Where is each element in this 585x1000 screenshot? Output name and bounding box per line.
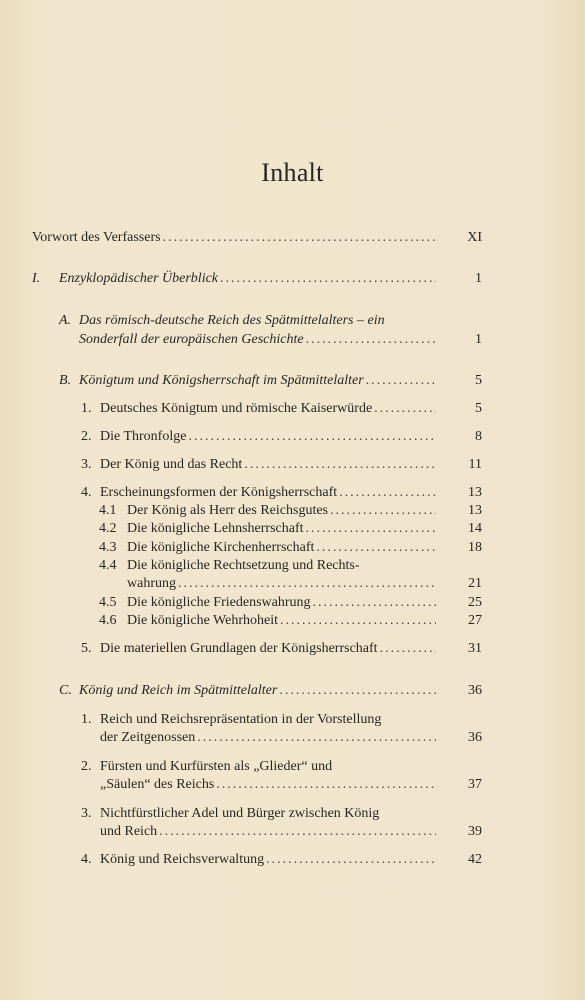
toc-page-number: 1 (475, 271, 482, 286)
toc-entry-label: und Reich (100, 824, 158, 839)
toc-section-number: 3. (81, 457, 92, 472)
leader-dots (279, 682, 436, 700)
toc-page-number: 8 (475, 429, 482, 444)
leader-dots (244, 456, 436, 474)
toc-section-number: 2. (81, 429, 92, 444)
toc-entry-label: Die königliche Lehnsherrschaft (127, 521, 304, 536)
toc-section-number: I. (32, 271, 41, 286)
leader-dots (280, 612, 436, 630)
toc-entry-label: Königtum und Königsherrschaft im Spätmittelalter (79, 373, 364, 388)
toc-entry-label: König und Reich im Spätmittelalter (79, 683, 278, 698)
toc-entry-label: Die königliche Wehrhoheit (127, 613, 279, 628)
toc-entry-label: Vorwort des Verfassers (32, 230, 161, 245)
toc-page-number: 21 (468, 576, 482, 591)
toc-page-number: 31 (468, 641, 482, 656)
toc-entry-label: der Zeitgenossen (100, 730, 196, 745)
toc-entry-label-line1: Fürsten und Kurfürsten als „Glieder“ und (100, 759, 333, 774)
toc-page-number: 11 (468, 457, 482, 472)
leader-dots (366, 372, 436, 390)
toc-entry-label-line1: Die königliche Rechtsetzung und Rechts- (127, 558, 360, 573)
toc-page-number: 1 (475, 332, 482, 347)
toc-section-number: 4. (81, 485, 92, 500)
toc-entry-reichsverwaltung (100, 851, 482, 869)
toc-section-number: 4.4 (99, 558, 117, 573)
toc-entry-label: „Säulen“ des Reichs (100, 777, 215, 792)
toc-section-number: 3. (81, 806, 92, 821)
toc-section-number: 5. (81, 641, 92, 656)
toc-entry-label-line1: Das römisch-deutsche Reich des Spätmittelalters – ein (79, 313, 385, 328)
toc-entry-lehnsherrschaft (127, 520, 482, 538)
toc-entry-label: Die königliche Friedenswahrung (127, 595, 311, 610)
toc-entry-reichsgut (127, 502, 482, 520)
toc-page-number: 13 (468, 485, 482, 500)
toc-entry-enzyklopaedisch (59, 270, 482, 288)
toc-page-number: 5 (475, 373, 482, 388)
toc-section-number: 4.1 (99, 503, 117, 518)
toc-section-number: B. (59, 373, 72, 388)
leader-dots (339, 484, 436, 502)
toc-entry-adel-buerger (100, 823, 482, 841)
toc-entry-erscheinungsformen (100, 484, 482, 502)
leader-dots (163, 229, 436, 247)
leader-dots (220, 270, 436, 288)
toc-page-number: 39 (468, 824, 482, 839)
toc-page-number: 36 (468, 730, 482, 745)
toc-section-number: 4.3 (99, 540, 117, 555)
toc-entry-fuersten (100, 776, 482, 794)
toc-entry-wehrhoheit (127, 612, 482, 630)
toc-page-number: 36 (468, 683, 482, 698)
toc-entry-label: Die Thronfolge (100, 429, 187, 444)
toc-entry-label-line1: Nichtfürstlicher Adel und Bürger zwischen König (100, 806, 380, 821)
toc-entry-label: Der König als Herr des Reichsgutes (127, 503, 329, 518)
leader-dots (374, 400, 436, 418)
toc-section-number: 2. (81, 759, 92, 774)
toc-entry-label: Deutsches Königtum und römische Kaiserwürde (100, 401, 373, 416)
toc-entry-kirchenherrschaft (127, 539, 482, 557)
leader-dots (197, 729, 436, 747)
leader-dots (306, 331, 436, 349)
toc-page-number: 25 (468, 595, 482, 610)
toc-entry-vorwort (32, 229, 482, 247)
leader-dots (159, 823, 436, 841)
toc-entry-label: Die materiellen Grundlagen der Königsherrschaft (100, 641, 378, 656)
toc-page-number: 37 (468, 777, 482, 792)
toc-section-number: 1. (81, 712, 92, 727)
toc-page-number: 5 (475, 401, 482, 416)
toc-entry-thronfolge (100, 428, 482, 446)
toc-entry-kaiserwuerde (100, 400, 482, 418)
leader-dots (380, 640, 436, 658)
toc-section-number: 4.5 (99, 595, 117, 610)
toc-entry-reich (79, 331, 482, 349)
toc-entry-koenigtum (79, 372, 482, 390)
toc-entry-koenig-und-reich (79, 682, 482, 700)
toc-entry-reichsrepraesentation (100, 729, 482, 747)
toc-section-number: C. (59, 683, 72, 698)
toc-section-number: 4.6 (99, 613, 117, 628)
toc-section-number: A. (59, 313, 72, 328)
toc-entry-label: Der König und das Recht (100, 457, 243, 472)
page-title: Inhalt (261, 158, 324, 187)
toc-entry-grundlagen (100, 640, 482, 658)
toc-section-number: 4.2 (99, 521, 117, 536)
toc-page-number: 14 (468, 521, 482, 536)
toc-page-number: 18 (468, 540, 482, 555)
toc-section-number: 1. (81, 401, 92, 416)
toc-entry-recht (100, 456, 482, 474)
toc-entry-friedenswahrung (127, 594, 482, 612)
toc-page-number: 42 (468, 852, 482, 867)
toc-page-number: 13 (468, 503, 482, 518)
toc-entry-label: Erscheinungsformen der Königsherrschaft (100, 485, 338, 500)
leader-dots (188, 428, 436, 446)
toc-entry-label: wahrung (127, 576, 176, 591)
toc-entry-label-line1: Reich und Reichsrepräsentation in der Vorstellung (100, 712, 382, 727)
leader-dots (266, 851, 436, 869)
toc-entry-label: Enzyklopädischer Überblick (59, 271, 219, 286)
leader-dots (178, 575, 436, 593)
toc-entry-label: König und Reichsverwaltung (100, 852, 265, 867)
leader-dots (313, 594, 436, 612)
leader-dots (306, 520, 437, 538)
toc-entry-label: Die königliche Kirchenherrschaft (127, 540, 315, 555)
leader-dots (330, 502, 436, 520)
toc-section-number: 4. (81, 852, 92, 867)
leader-dots (216, 776, 436, 794)
toc-page-number: 27 (468, 613, 482, 628)
leader-dots (316, 539, 436, 557)
toc-entry-label: Sonderfall der europäischen Geschichte (79, 332, 304, 347)
toc-page-number: XI (467, 230, 482, 245)
toc-entry-rechtsetzung (127, 575, 482, 593)
